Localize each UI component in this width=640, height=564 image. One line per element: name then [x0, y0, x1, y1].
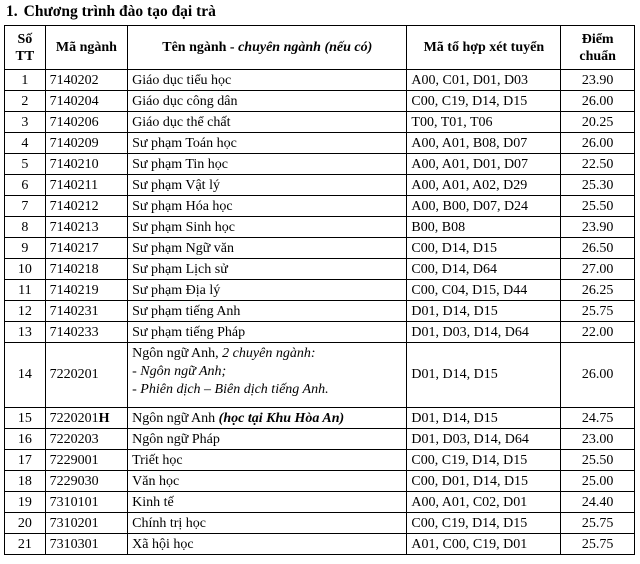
cell-combo: C00, D01, D14, D15	[407, 471, 561, 492]
table-row	[5, 492, 635, 513]
cell-code: 7140212	[45, 196, 127, 217]
cell-name: Sư phạm Toán học	[128, 133, 407, 154]
admission-scores-table	[4, 25, 635, 555]
table-row	[5, 154, 635, 175]
section-title: Chương trình đào tạo đại trà	[23, 3, 216, 20]
cell-stt: 19	[5, 492, 46, 513]
cell-code: 7140219	[45, 280, 127, 301]
table-row	[5, 112, 635, 133]
cell-name: Chính trị học	[128, 513, 407, 534]
cell-name: Sư phạm tiếng Pháp	[128, 322, 407, 343]
cell-code: 7140231	[45, 301, 127, 322]
cell-code: 7140217	[45, 238, 127, 259]
cell-stt: 15	[5, 408, 46, 429]
cell-combo: A00, A01, A02, D29	[407, 175, 561, 196]
cell-name: Kinh tế	[128, 492, 407, 513]
header-name	[128, 26, 407, 70]
cell-stt: 1	[5, 70, 46, 91]
cell-name: Sư phạm Vật lý	[128, 175, 407, 196]
cell-score: 26.00	[561, 91, 635, 112]
cell-stt: 13	[5, 322, 46, 343]
cell-stt: 8	[5, 217, 46, 238]
cell-score: 24.75	[561, 408, 635, 429]
cell-code: 7229030	[45, 471, 127, 492]
table-body	[5, 70, 635, 555]
table-row	[5, 343, 635, 408]
cell-combo: T00, T01, T06	[407, 112, 561, 133]
cell-score: 26.50	[561, 238, 635, 259]
cell-stt: 2	[5, 91, 46, 112]
cell-spec1: - Ngôn ngữ Anh;	[132, 364, 227, 379]
cell-stt: 7	[5, 196, 46, 217]
cell-stt: 16	[5, 429, 46, 450]
cell-code: 7140218	[45, 259, 127, 280]
cell-code: 7140206	[45, 112, 127, 133]
cell-combo: B00, B08	[407, 217, 561, 238]
cell-combo: C00, C19, D14, D15	[407, 450, 561, 471]
cell-stt: 10	[5, 259, 46, 280]
table-row	[5, 471, 635, 492]
cell-score: 23.90	[561, 70, 635, 91]
cell-score: 25.75	[561, 534, 635, 555]
cell-name: Giáo dục công dân	[128, 91, 407, 112]
cell-stt: 5	[5, 154, 46, 175]
cell-combo: C00, D14, D64	[407, 259, 561, 280]
cell-code: 7140213	[45, 217, 127, 238]
table-row	[5, 408, 635, 429]
cell-name-emph: (học tại Khu Hòa An)	[218, 410, 345, 426]
cell-name: Ngôn ngữ Pháp	[128, 429, 407, 450]
cell-combo: C00, D14, D15	[407, 238, 561, 259]
cell-name: Sư phạm Sinh học	[128, 217, 407, 238]
cell-stt: 20	[5, 513, 46, 534]
cell-combo: A00, A01, D01, D07	[407, 154, 561, 175]
table-row	[5, 280, 635, 301]
cell-combo: D01, D14, D15	[407, 343, 561, 408]
table-row	[5, 91, 635, 112]
header-score-line2: chuẩn	[579, 48, 616, 64]
header-stt-line2: TT	[15, 48, 35, 64]
cell-combo: C00, C19, D14, D15	[407, 513, 561, 534]
cell-code	[45, 408, 127, 429]
cell-code: 7140210	[45, 154, 127, 175]
section-heading	[6, 1, 216, 23]
cell-score: 22.00	[561, 322, 635, 343]
cell-score: 25.50	[561, 450, 635, 471]
table-row	[5, 217, 635, 238]
cell-combo: A00, B00, D07, D24	[407, 196, 561, 217]
cell-name: Giáo dục tiểu học	[128, 70, 407, 91]
cell-combo: A00, A01, C02, D01	[407, 492, 561, 513]
cell-name-main: Ngôn ngữ Anh,	[132, 346, 223, 361]
header-name-main: Tên ngành -	[162, 40, 239, 55]
cell-code: 7140233	[45, 322, 127, 343]
cell-stt: 11	[5, 280, 46, 301]
cell-stt: 14	[5, 343, 46, 408]
table-row	[5, 196, 635, 217]
cell-stt: 17	[5, 450, 46, 471]
cell-score: 26.00	[561, 133, 635, 154]
cell-score: 20.25	[561, 112, 635, 133]
cell-code: 7140202	[45, 70, 127, 91]
cell-code: 7310101	[45, 492, 127, 513]
table-row	[5, 322, 635, 343]
header-combo: Mã tổ hợp xét tuyển	[407, 26, 561, 70]
cell-score: 25.00	[561, 471, 635, 492]
cell-score: 25.75	[561, 513, 635, 534]
cell-score: 25.30	[561, 175, 635, 196]
header-score-line1: Điểm	[581, 31, 614, 47]
table-row	[5, 301, 635, 322]
cell-combo: C00, C04, D15, D44	[407, 280, 561, 301]
cell-name: Sư phạm tiếng Anh	[128, 301, 407, 322]
cell-name: Triết học	[128, 450, 407, 471]
cell-name-main: Ngôn ngữ Anh	[132, 410, 219, 426]
table-row	[5, 534, 635, 555]
cell-stt: 6	[5, 175, 46, 196]
cell-code: 7220203	[45, 429, 127, 450]
cell-stt: 9	[5, 238, 46, 259]
table-row	[5, 450, 635, 471]
cell-name: Giáo dục thể chất	[128, 112, 407, 133]
cell-name: Sư phạm Ngữ văn	[128, 238, 407, 259]
cell-score: 23.00	[561, 429, 635, 450]
cell-combo: A00, C01, D01, D03	[407, 70, 561, 91]
cell-stt: 12	[5, 301, 46, 322]
cell-code-suffix: H	[98, 410, 110, 426]
header-code: Mã ngành	[45, 26, 127, 70]
cell-name: Sư phạm Hóa học	[128, 196, 407, 217]
table-row	[5, 70, 635, 91]
cell-code: 7310301	[45, 534, 127, 555]
table-header-row	[5, 26, 635, 70]
cell-stt: 18	[5, 471, 46, 492]
cell-stt: 4	[5, 133, 46, 154]
cell-score: 27.00	[561, 259, 635, 280]
cell-score: 23.90	[561, 217, 635, 238]
cell-combo: A01, C00, C19, D01	[407, 534, 561, 555]
cell-score: 26.25	[561, 280, 635, 301]
cell-code-main: 7220201	[49, 410, 99, 426]
cell-combo: D01, D14, D15	[407, 301, 561, 322]
cell-name: Sư phạm Lịch sử	[128, 259, 407, 280]
cell-code: 7220201	[45, 343, 127, 408]
cell-score: 25.75	[561, 301, 635, 322]
header-stt	[5, 26, 46, 70]
cell-name: Sư phạm Tin học	[128, 154, 407, 175]
cell-name: Xã hội học	[128, 534, 407, 555]
cell-combo: D01, D03, D14, D64	[407, 429, 561, 450]
table-row	[5, 513, 635, 534]
cell-spec2: - Phiên dịch – Biên dịch tiếng Anh.	[132, 382, 329, 397]
cell-score: 22.50	[561, 154, 635, 175]
cell-score: 24.40	[561, 492, 635, 513]
cell-combo: A00, A01, B08, D07	[407, 133, 561, 154]
cell-code: 7140209	[45, 133, 127, 154]
header-score	[561, 26, 635, 70]
cell-code: 7310201	[45, 513, 127, 534]
cell-code: 7140204	[45, 91, 127, 112]
table-row	[5, 133, 635, 154]
cell-name: Sư phạm Địa lý	[128, 280, 407, 301]
table-row	[5, 175, 635, 196]
table-row	[5, 259, 635, 280]
cell-code: 7229001	[45, 450, 127, 471]
header-stt-line1: Số	[17, 31, 33, 47]
cell-stt: 21	[5, 534, 46, 555]
cell-name	[128, 343, 407, 408]
cell-name: Văn học	[128, 471, 407, 492]
table-row	[5, 429, 635, 450]
cell-combo: C00, C19, D14, D15	[407, 91, 561, 112]
cell-code: 7140211	[45, 175, 127, 196]
cell-name-italic: 2 chuyên ngành:	[222, 346, 316, 361]
cell-combo: D01, D14, D15	[407, 408, 561, 429]
cell-name	[128, 408, 407, 429]
cell-score: 26.00	[561, 343, 635, 408]
cell-combo: D01, D03, D14, D64	[407, 322, 561, 343]
table-row	[5, 238, 635, 259]
cell-stt: 3	[5, 112, 46, 133]
cell-score: 25.50	[561, 196, 635, 217]
section-number: 1.	[6, 3, 18, 20]
header-name-italic: chuyên ngành (nếu có)	[238, 40, 373, 55]
